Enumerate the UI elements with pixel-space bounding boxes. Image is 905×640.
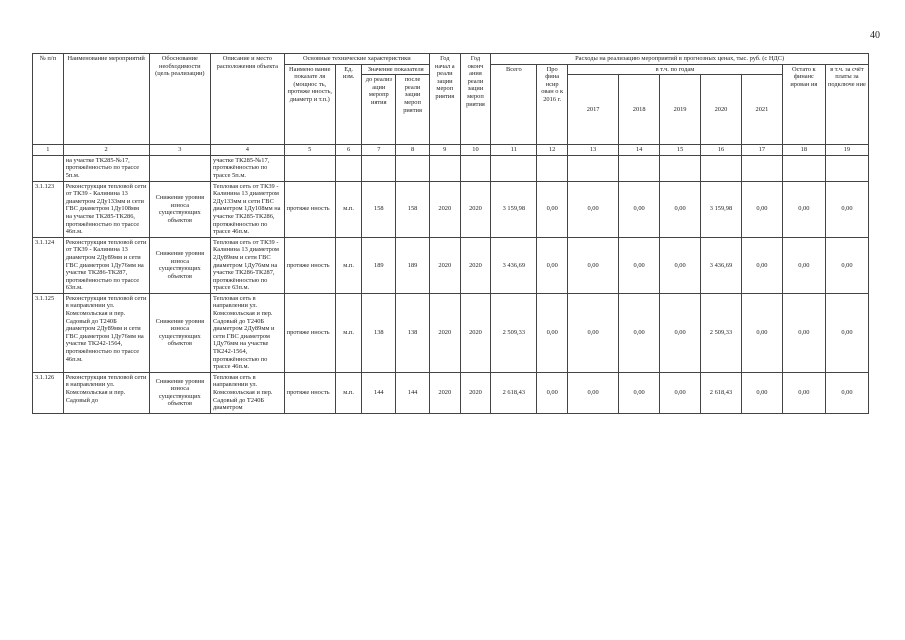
header-name: Наименование мероприятий: [63, 54, 149, 145]
header-remaining: Остато к финанс ирован ия: [782, 64, 825, 145]
cell-2017: 0,00: [568, 372, 619, 413]
table-row: [33, 181, 869, 237]
cell-total: 2 618,43: [491, 372, 537, 413]
header-year-2019: 2019: [660, 75, 701, 145]
header-by-years: в т.ч. по годам: [568, 64, 783, 75]
cell-no: 3.1.123: [33, 181, 64, 237]
cell-2018: 0,00: [619, 372, 660, 413]
column-number: 13: [568, 145, 619, 156]
cell-financed: 0,00: [537, 293, 568, 372]
cell-unit: м.п.: [335, 237, 362, 293]
cell-financed: 0,00: [537, 372, 568, 413]
cell-name: на участке ТК285-№17, протяжённостью по трассе 5п.м.: [63, 155, 149, 181]
cell-2019: 0,00: [660, 293, 701, 372]
cell-financed: [537, 155, 568, 181]
cell-remaining: 0,00: [782, 181, 825, 237]
cell-after: 138: [396, 293, 430, 372]
cell-unit: м.п.: [335, 372, 362, 413]
cell-2017: 0,00: [568, 293, 619, 372]
cell-end: 2020: [460, 237, 491, 293]
cell-end: 2020: [460, 372, 491, 413]
column-number: 11: [491, 145, 537, 156]
table-row-continued: [33, 155, 869, 181]
cell-total: [491, 155, 537, 181]
column-number: 19: [825, 145, 868, 156]
header-year-2018: 2018: [619, 75, 660, 145]
cell-2019: 0,00: [660, 237, 701, 293]
header-end: Год оконч ания реали зации мероп риятия: [460, 54, 491, 145]
cell-no: [33, 155, 64, 181]
cell-start: [429, 155, 460, 181]
cell-reason: Снижение уровня износа существующих объектов: [149, 372, 210, 413]
cell-param: протяже нность: [284, 293, 335, 372]
header-costs: Расходы на реализацию мероприятий в прогнозных ценах, тыс. руб. (с НДС): [491, 54, 869, 65]
column-number: 9: [429, 145, 460, 156]
cell-unit: м.п.: [335, 181, 362, 237]
cell-unit: [335, 155, 362, 181]
cell-2020: 3 159,98: [701, 181, 742, 237]
header-after: после реали зации мероп риятия: [396, 75, 430, 145]
cell-start: 2020: [429, 237, 460, 293]
cell-financed: 0,00: [537, 181, 568, 237]
cell-2018: [619, 155, 660, 181]
cell-2020: 3 436,69: [701, 237, 742, 293]
cell-2021: [741, 155, 782, 181]
column-number: 3: [149, 145, 210, 156]
cell-desc: участке ТК285-№17, протяжённостью по трассе 5п.м.: [211, 155, 285, 181]
column-number: 2: [63, 145, 149, 156]
column-number: 10: [460, 145, 491, 156]
column-number: 12: [537, 145, 568, 156]
cell-2019: 0,00: [660, 181, 701, 237]
cell-start: 2020: [429, 181, 460, 237]
cell-param: протяже нность: [284, 372, 335, 413]
cell-param: протяже нность: [284, 181, 335, 237]
cell-2020: [701, 155, 742, 181]
column-number: 16: [701, 145, 742, 156]
cell-desc: Тепловая сеть в направлении ул. Комсомольская и пер. Садовый до Т240Б диаметром: [211, 372, 285, 413]
column-number: 1: [33, 145, 64, 156]
cell-2020: 2 509,33: [701, 293, 742, 372]
column-numbers-row: [33, 145, 869, 156]
cell-after: 158: [396, 181, 430, 237]
cell-2017: [568, 155, 619, 181]
cell-2020: 2 618,43: [701, 372, 742, 413]
cell-end: [460, 155, 491, 181]
header-year-2017: 2017: [568, 75, 619, 145]
header-financed: Про фина нсир ован о к 2016 г.: [537, 64, 568, 145]
cell-desc: Тепловая сеть от ТК39 - Калинина 13 диаметром 2Ду133мм и сети ГВС диаметром 1Ду108мм на участке ТК285-ТК286, протяжённостью по трассе 46п.м.: [211, 181, 285, 237]
cell-financed: 0,00: [537, 237, 568, 293]
cell-connection: 0,00: [825, 181, 868, 237]
cell-remaining: 0,00: [782, 372, 825, 413]
header-before: до реализ ации меропр иятия: [362, 75, 396, 145]
cell-desc: Тепловая сеть от ТК39 - Калинина 13 диаметром 2Ду89мм и сети ГВС диаметром 1Ду76мм на участке ТК286-ТК287, протяжённостью по трассе 63п.м.: [211, 237, 285, 293]
cell-connection: 0,00: [825, 293, 868, 372]
cell-end: 2020: [460, 181, 491, 237]
table-row: [33, 372, 869, 413]
cell-connection: 0,00: [825, 372, 868, 413]
cell-name: Реконструкция тепловой сети в направлении ул. Комсомольская и пер. Садовый до Т240Б диаметром 2Ду89мм и сети ГВС диаметром 1Ду76мм на участке ТК242-1564, протяжённостью по трассе 46п.м.: [63, 293, 149, 372]
header-reason: Обоснование необходимости (цель реализации): [149, 54, 210, 145]
header-desc: Описание и место расположения объекта: [211, 54, 285, 145]
cell-no: 3.1.125: [33, 293, 64, 372]
cell-start: 2020: [429, 293, 460, 372]
cell-before: [362, 155, 396, 181]
cell-before: 158: [362, 181, 396, 237]
cell-2018: 0,00: [619, 237, 660, 293]
cell-2017: 0,00: [568, 237, 619, 293]
header-start: Год начал а реали зации мероп риятия: [429, 54, 460, 145]
column-number: 18: [782, 145, 825, 156]
table-row: [33, 237, 869, 293]
header-unit: Ед. изм.: [335, 64, 362, 145]
cell-reason: [149, 155, 210, 181]
column-number: 17: [741, 145, 782, 156]
cell-reason: Снижение уровня износа существующих объектов: [149, 181, 210, 237]
cell-2019: 0,00: [660, 372, 701, 413]
header-year-2020: 2020: [701, 75, 742, 145]
cell-2021: 0,00: [741, 181, 782, 237]
cell-end: 2020: [460, 293, 491, 372]
header-tech: Основные технические характеристики: [284, 54, 429, 65]
column-number: 8: [396, 145, 430, 156]
cell-desc: Тепловая сеть в направлении ул. Комсомольская и пер. Садовый до Т240Б диаметром 2Ду89мм и сети ГВС диаметром 1Ду76мм на участке ТК242-1564, протяжённостью по трассе 46п.м.: [211, 293, 285, 372]
header-connection: в т.ч. за счёт платы за подключе ние: [825, 64, 868, 145]
column-number: 5: [284, 145, 335, 156]
page-number: 40: [870, 30, 880, 41]
table-row: [33, 293, 869, 372]
cell-2021: 0,00: [741, 293, 782, 372]
cell-no: 3.1.126: [33, 372, 64, 413]
cell-total: 2 509,33: [491, 293, 537, 372]
column-number: 4: [211, 145, 285, 156]
cell-before: 138: [362, 293, 396, 372]
cell-total: 3 159,98: [491, 181, 537, 237]
header-no: № п/п: [33, 54, 64, 145]
cell-name: Реконструкция тепловой сети от ТК39 - Калинина 13 диаметром 2Ду89мм и сети ГВС диаметром 1Ду76мм на участке ТК286-ТК287, протяжённостью по трассе 63п.м.: [63, 237, 149, 293]
column-number: 6: [335, 145, 362, 156]
cell-remaining: [782, 155, 825, 181]
cell-remaining: 0,00: [782, 237, 825, 293]
header-total: Всего: [491, 64, 537, 145]
cell-2019: [660, 155, 701, 181]
cell-no: 3.1.124: [33, 237, 64, 293]
column-number: 7: [362, 145, 396, 156]
cell-name: Реконструкция тепловой сети в направлении ул. Комсомольская и пер. Садовый до: [63, 372, 149, 413]
column-number: 14: [619, 145, 660, 156]
cell-total: 3 436,69: [491, 237, 537, 293]
cell-param: [284, 155, 335, 181]
cell-2021: 0,00: [741, 237, 782, 293]
cell-before: 144: [362, 372, 396, 413]
cell-before: 189: [362, 237, 396, 293]
header-tech-name: Наимено вание показате ля (мощнос ть, протяже нность, диаметр и т.п.): [284, 64, 335, 145]
cell-start: 2020: [429, 372, 460, 413]
cell-unit: м.п.: [335, 293, 362, 372]
cell-param: протяже нность: [284, 237, 335, 293]
cell-name: Реконструкция тепловой сети от ТК39 - Калинина 13 диаметром 2Ду133мм и сети ГВС диаметром 1Ду108мм на участке ТК285-ТК286, протяжённостью по трассе 46п.м.: [63, 181, 149, 237]
cell-reason: Снижение уровня износа существующих объектов: [149, 237, 210, 293]
cell-reason: Снижение уровня износа существующих объектов: [149, 293, 210, 372]
cell-after: 144: [396, 372, 430, 413]
cell-connection: [825, 155, 868, 181]
investment-program-table: [32, 53, 869, 414]
cell-2017: 0,00: [568, 181, 619, 237]
column-number: 15: [660, 145, 701, 156]
cell-after: 189: [396, 237, 430, 293]
cell-2021: 0,00: [741, 372, 782, 413]
cell-2018: 0,00: [619, 181, 660, 237]
cell-remaining: 0,00: [782, 293, 825, 372]
header-year-2021: 2021: [741, 75, 782, 145]
cell-2018: 0,00: [619, 293, 660, 372]
header-value: Значение показателя: [362, 64, 430, 75]
cell-connection: 0,00: [825, 237, 868, 293]
cell-after: [396, 155, 430, 181]
